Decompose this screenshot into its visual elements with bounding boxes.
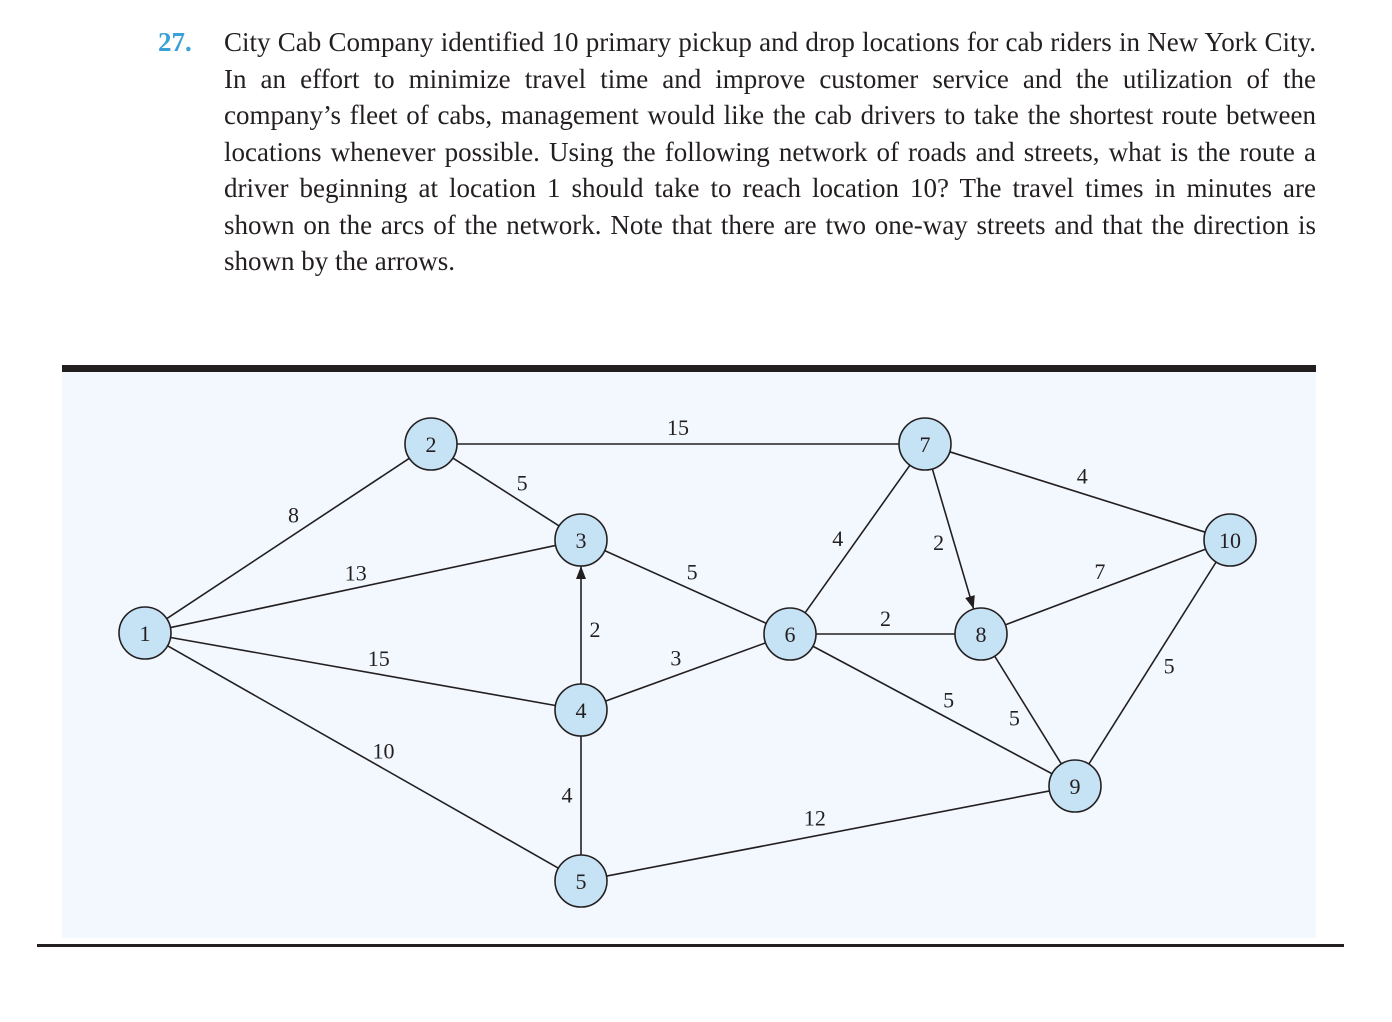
arc-weight-8-9: 5 (1008, 705, 1020, 731)
arc-weight-6-7: 4 (832, 526, 844, 552)
arc-weight-4-6: 3 (670, 645, 682, 671)
node-4 (555, 684, 607, 736)
arc-weight-8-10: 7 (1094, 559, 1106, 585)
arc-5-9 (607, 791, 1050, 876)
arc-weight-2-3: 5 (516, 470, 528, 496)
arc-weight-9-10: 5 (1163, 653, 1175, 679)
arc-2-3 (453, 458, 559, 526)
arc-weight-7-10: 4 (1076, 463, 1088, 489)
arc-weight-3-6: 5 (686, 559, 698, 585)
arc-3-6 (605, 551, 767, 624)
node-10 (1204, 514, 1256, 566)
arc-weight-1-2: 8 (287, 502, 299, 528)
arc-weight-1-5: 10 (372, 738, 395, 764)
arc-weight-4-3: 2 (589, 617, 601, 643)
node-8 (955, 608, 1007, 660)
arcs-group (167, 444, 1216, 876)
arrowhead-4-3 (576, 566, 586, 579)
arc-weight-7-8: 2 (933, 530, 945, 556)
problem-number: 27. (158, 27, 192, 57)
node-label: 1 (139, 621, 151, 646)
arc-6-7 (805, 465, 910, 613)
problem-text: City Cab Company identified 10 primary pickup and drop locations for cab riders in New York City. In an effort to minimize travel time and improve customer service and the utilization of the company’s fleet of cabs, management would like the cab drivers to take the shortest route between locations whenever possible. Using the following network of roads and streets, what is the route a driver beginning at location 1 should take to reach location 10? The travel times in minutes are shown on the arcs of the network. Note that there are two one-way streets and that the direction is shown by the arrows. (224, 27, 1316, 276)
node-label: 2 (425, 432, 437, 457)
node-label: 7 (919, 432, 931, 457)
node-label: 5 (575, 869, 587, 894)
node-label: 9 (1069, 774, 1081, 799)
arc-8-10 (1005, 549, 1205, 625)
node-1 (119, 607, 171, 659)
arc-weight-1-3: 13 (344, 560, 367, 586)
arc-1-2 (167, 458, 410, 618)
node-label: 3 (575, 528, 587, 553)
node-label: 6 (784, 622, 796, 647)
node-2 (405, 418, 457, 470)
arc-weight-6-9: 5 (943, 687, 955, 713)
arc-weight-5-9: 12 (803, 805, 826, 831)
arc-4-6 (605, 643, 765, 701)
arc-weight-6-8: 2 (880, 606, 891, 631)
arc-1-5 (168, 646, 559, 868)
node-label: 10 (1219, 528, 1241, 553)
nodes-group (119, 418, 1256, 907)
node-5 (555, 855, 607, 907)
arc-9-10 (1089, 562, 1216, 764)
node-9 (1049, 760, 1101, 812)
node-3 (555, 514, 607, 566)
arc-weight-2-7: 15 (667, 415, 689, 440)
arc-1-3 (170, 545, 555, 627)
node-6 (764, 608, 816, 660)
arc-1-4 (171, 638, 556, 706)
arc-weight-1-4: 15 (367, 646, 390, 672)
arc-weight-4-5: 4 (561, 782, 573, 808)
node-7 (899, 418, 951, 470)
node-label: 8 (975, 622, 987, 647)
arrowhead-7-8 (965, 595, 975, 609)
node-label: 4 (575, 698, 587, 723)
